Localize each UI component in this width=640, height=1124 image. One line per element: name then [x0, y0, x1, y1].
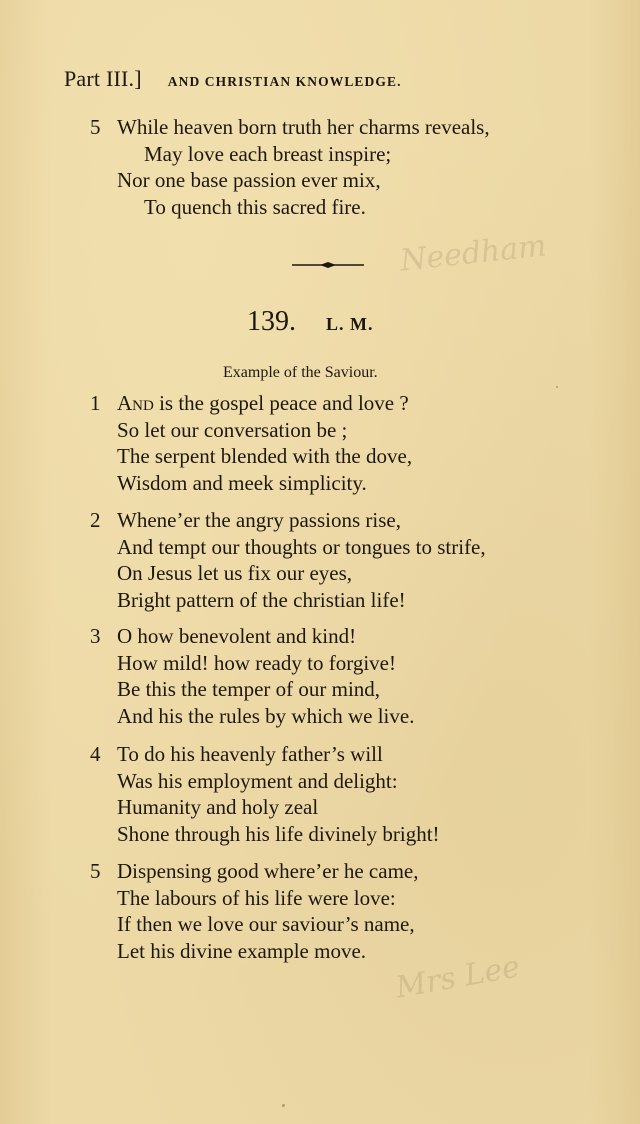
hymn-meter: L. M.: [326, 314, 374, 334]
running-head-title: AND CHRISTIAN KNOWLEDGE.: [167, 74, 402, 89]
stanza-number: 5: [90, 859, 101, 883]
stanza-line-text: O how benevolent and kind!: [117, 624, 357, 648]
stanza-line-text: While heaven born truth her charms reveals,: [117, 115, 490, 139]
stanza-line: Shone through his life divinely bright!: [117, 821, 440, 846]
hymn-stanza-1: [90, 390, 412, 496]
stanza-number: 2: [90, 508, 101, 532]
stanza-line: To quench this sacred fire.: [144, 194, 366, 219]
hymn-stanza-2: [90, 507, 486, 613]
hymn-stanza-3: [90, 623, 414, 729]
stanza-line: Let his divine example move.: [117, 938, 367, 963]
hymn-stanza-4: [90, 741, 440, 847]
part-label: Part III.]: [64, 66, 142, 91]
stanza-line: Was his employment and delight:: [117, 768, 398, 793]
marginalia-signature-bottom: Mrs Lee: [392, 949, 523, 1006]
hymn-stanza-5: [90, 858, 418, 964]
stanza-line: Nor one base passion ever mix,: [117, 168, 381, 192]
stanza-line: And his the rules by which we live.: [117, 703, 415, 728]
paper-speck: [282, 1104, 285, 1107]
stanza-line: [90, 741, 440, 768]
stanza-line: [90, 623, 414, 650]
stanza-line-text: Whene’er the angry passions rise,: [117, 508, 401, 532]
hymn-number: 139.: [247, 306, 296, 337]
stanza-line: On Jesus let us fix our eyes,: [117, 561, 353, 585]
stanza-line-text: To do his heavenly father’s will: [117, 742, 383, 766]
stanza-line: The labours of his life were love:: [117, 885, 396, 910]
stanza-line: So let our conversation be ;: [117, 417, 348, 442]
stanza-line-text: Dispensing good where’er he came,: [117, 859, 419, 883]
stanza-line: [90, 507, 486, 534]
drop-word: And: [117, 391, 154, 415]
stanza-line: Bright pattern of the christian life!: [117, 587, 406, 612]
hymn-subtitle: Example of the Saviour.: [223, 364, 378, 381]
stanza-line: Wisdom and meek simplicity.: [117, 470, 367, 495]
stanza-line: If then we love our saviour’s name,: [117, 912, 415, 936]
stanza-number: 3: [90, 624, 101, 648]
stanza-line-text: is the gospel peace and love ?: [153, 391, 409, 415]
stanza-line: May love each breast inspire;: [144, 141, 392, 166]
stanza-number: 5: [90, 115, 101, 139]
paper-speck: [556, 386, 558, 388]
stanza-line: How mild! how ready to forgive!: [117, 650, 396, 675]
stanza-line: Be this the temper of our mind,: [117, 677, 381, 701]
stanza-line: And tempt our thoughts or tongues to strife,: [117, 534, 486, 559]
stanza-line: [90, 114, 490, 141]
stanza-number: 1: [90, 391, 101, 415]
stanza-line: [90, 390, 412, 417]
ornamental-rule-icon: [292, 262, 364, 268]
stanza-number: 4: [90, 742, 101, 766]
stanza-line: The serpent blended with the dove,: [117, 444, 413, 468]
marginalia-signature-top: Needham: [398, 228, 549, 279]
hymn-heading: [247, 306, 374, 338]
previous-hymn-stanza: [90, 114, 490, 220]
stanza-line: Humanity and holy zeal: [117, 795, 319, 819]
running-head: [64, 66, 402, 92]
stanza-line: [90, 858, 418, 885]
